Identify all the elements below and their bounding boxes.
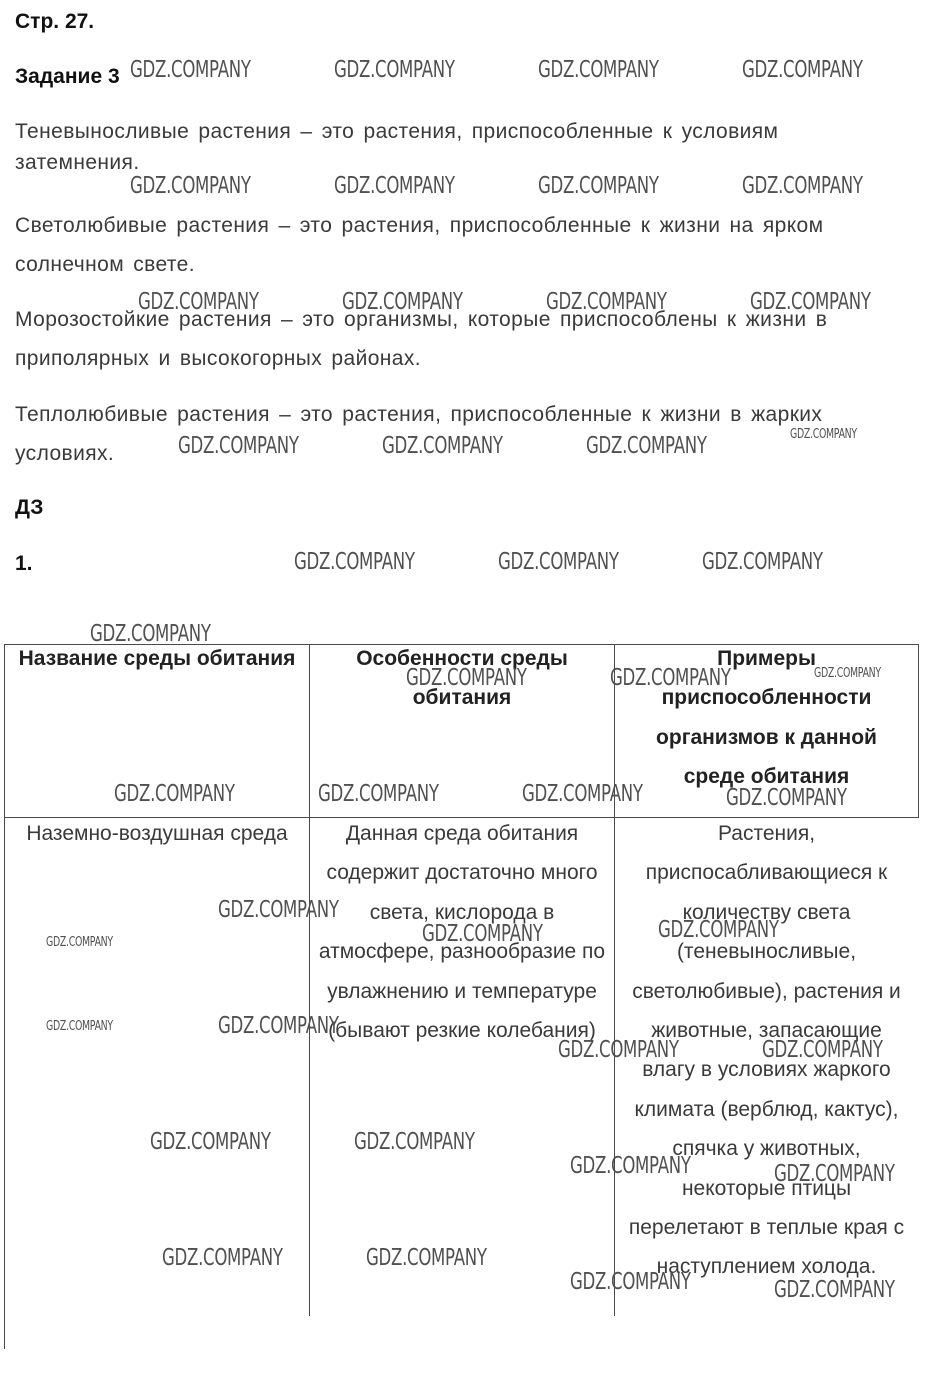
watermark: GDZ.COMPANY [114,781,235,807]
watermark: GDZ.COMPANY [610,665,731,691]
watermark: GDZ.COMPANY [498,549,619,575]
watermark: GDZ.COMPANY [382,433,503,459]
watermark: GDZ.COMPANY [422,921,543,947]
watermark: GDZ.COMPANY [658,917,779,943]
definition-line: Морозостойкие растения – это организмы, которые приспособлены к жизни в [15,308,828,331]
watermark: GDZ.COMPANY [318,781,439,807]
watermark: GDZ.COMPANY [406,665,527,691]
watermark: GDZ.COMPANY [774,1277,895,1303]
row-cell-adaptation-examples: Растения, приспосабливающиеся к количеству света (теневыносливые, светолюбивые), растения и животные, запасающие влагу в условиях жаркого климата (верблюд, кактус), спячка у животных, некоторые птицы перелетают в теплые края с наступлением холода. [628,822,905,1279]
habitat-table [4,644,919,1349]
watermark: GDZ.COMPANY [130,173,251,199]
table-right-border [918,644,919,818]
page-number: Стр. 27. [15,10,95,33]
watermark: GDZ.COMPANY [150,1129,271,1155]
table-left-border [4,644,5,1349]
watermark: GDZ.COMPANY [218,897,339,923]
watermark: GDZ.COMPANY [586,433,707,459]
header-cell-adaptation-examples: Примеры приспособленности организмов к данной среде обитания [656,647,877,789]
question-number: 1. [15,552,33,575]
watermark-small: GDZ.COMPANY [46,1019,113,1034]
watermark: GDZ.COMPANY [162,1245,283,1271]
definition-line: приполярных и высокогорных районах. [15,347,421,370]
watermark: GDZ.COMPANY [702,549,823,575]
definition-line: Теплолюбивые растения – это растения, приспособленные к жизни в жарких [15,403,823,426]
watermark-small: GDZ.COMPANY [790,427,857,442]
definition-line: Светолюбивые растения – это растения, приспособленные к жизни на ярком [15,214,824,237]
definition-line: затемнения. [15,151,140,174]
watermark: GDZ.COMPANY [130,57,251,83]
watermark: GDZ.COMPANY [742,57,863,83]
definition-light-loving [15,206,908,284]
row-cell-habitat-features: Данная среда обитания содержит достаточно много света, кислорода в атмосфере, разнообразие по увлажнению и температуре (бывают резкие колебания) [318,822,606,1043]
watermark-small: GDZ.COMPANY [46,935,113,950]
watermark: GDZ.COMPANY [522,781,643,807]
watermark: GDZ.COMPANY [538,57,659,83]
watermark: GDZ.COMPANY [750,289,871,315]
watermark: GDZ.COMPANY [558,1037,679,1063]
task-heading: Задание 3 [15,65,120,88]
watermark: GDZ.COMPANY [178,433,299,459]
watermark: GDZ.COMPANY [334,173,455,199]
header-cell-habitat-features: Особенности среды обитания [356,647,568,710]
watermark: GDZ.COMPANY [742,173,863,199]
watermark: GDZ.COMPANY [570,1153,691,1179]
definition-line: Теневыносливые растения – это растения, приспособленные к условиям [15,120,779,143]
definition-line: условиях. [15,442,115,465]
definition-line: солнечном свете. [15,253,195,276]
row-cell-habitat-name: Наземно-воздушная среда [26,822,288,845]
watermark: GDZ.COMPANY [774,1161,895,1187]
watermark: GDZ.COMPANY [726,785,847,811]
watermark-small: GDZ.COMPANY [814,666,881,681]
watermark: GDZ.COMPANY [546,289,667,315]
watermark: GDZ.COMPANY [762,1037,883,1063]
watermark: GDZ.COMPANY [538,173,659,199]
watermark: GDZ.COMPANY [366,1245,487,1271]
watermark: GDZ.COMPANY [90,621,211,647]
watermark: GDZ.COMPANY [294,549,415,575]
watermark: GDZ.COMPANY [334,57,455,83]
watermark: GDZ.COMPANY [570,1269,691,1295]
watermark: GDZ.COMPANY [354,1129,475,1155]
watermark: GDZ.COMPANY [218,1013,339,1039]
watermark: GDZ.COMPANY [342,289,463,315]
header-cell-habitat-name: Название среды обитания [18,647,296,670]
homework-heading: ДЗ [15,496,44,519]
watermark: GDZ.COMPANY [138,289,259,315]
